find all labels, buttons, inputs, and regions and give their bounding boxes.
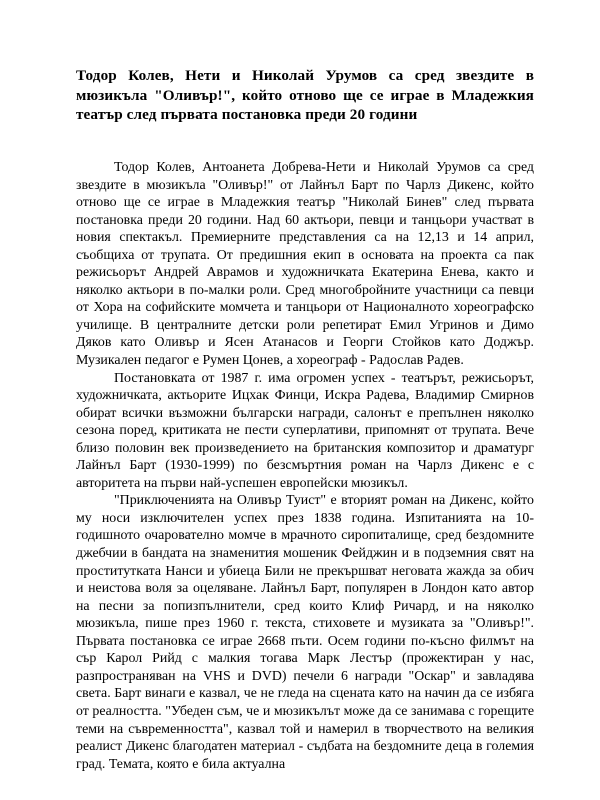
article-body xyxy=(76,159,534,773)
article-headline: Тодор Колев, Нети и Николай Урумов са сред звездите в мюзикъла "Оливър!", който отново ще се играе в Младежкия театър след първата постановка преди 20 години xyxy=(76,67,534,123)
article-paragraph: Тодор Колев, Антоанета Добрева-Нети и Николай Урумов са сред звездите в мюзикъла "Оливър!" от Лайнъл Барт по Чарлз Дикенс, който отново ще се играе в Младежкия театър "Николай Бинев" след първата постановка преди 20 години. Над 60 актьори, певци и танцьори участват в новия спектакъл. Премиерните представления са на 12,13 и 14 април, съобщиха от трупата. От предишния екип в основата на проекта са пак режисьорът Андрей Аврамов и художничката Екатерина Енева, както и няколко актьори в по-малки роли. Сред многобройните участници са певци от Хора на софийските момчета и танцьори от Националното хореографско училище. В централните детски роли репетират Емил Угринов и Димо Дяков като Оливър и Ясен Атанасов и Георги Стойков като Доджър. Музикален педагог е Румен Цонев, а хореограф - Радослав Радев. xyxy=(76,160,534,369)
article-paragraph: Постановката от 1987 г. има огромен успех - театърът, режисьорът, художничката, актьорите Ицхак Финци, Искра Радева, Владимир Смирнов обират всички възможни български награди, салонът е препълнен няколко сезона поред, критиката не пести суперлативи, припомнят от трупата. Вече близо половин век произведението на британския композитор и драматург Лайнъл Барт (1930-1999) по безсмъртния роман на Чарлз Дикенс е с авторитета на първи най-успешен европейски мюзикъл. xyxy=(76,370,534,491)
article-paragraph: "Приключенията на Оливър Туист" е вторият роман на Дикенс, който му носи изключителен успех през 1838 година. Изпитанията на 10-годишното очароватeлно момче в мрачното сиропиталище, сред бездомните джебчии в бандата на знаменития мошеник Фейджин и в подземния свят на проститутката Нанси и убиеца Били не прекършват неговата жажда за обич и неистова воля за оцеляване. Лайнъл Барт, популярен в Лондон като автор на песни за попизпълнители, сред които Клиф Ричард, и на няколко мюзикъла, пише през 1960 г. текста, стиховете и музиката за "Оливър!". Първата постановка се играе 2668 пъти. Осем години по-късно филмът на сър Карол Рийд с малкия тогава Марк Лестър (прожектиран у нас, разпространяван на VHS и DVD) печели 6 награди "Оскар" и завладява света. Барт винаги е казвал, че не гледа на сцената като на начин да се избяга от реалността. "Убеден съм, че и мюзикълът може да се занимава с горещите теми на съвременността", казвал той и намерил в творчеството на великия реалист Дикенс благодатен материал - съдбата на бездомните деца в големия град. Темата, която е била актуална xyxy=(76,493,534,772)
